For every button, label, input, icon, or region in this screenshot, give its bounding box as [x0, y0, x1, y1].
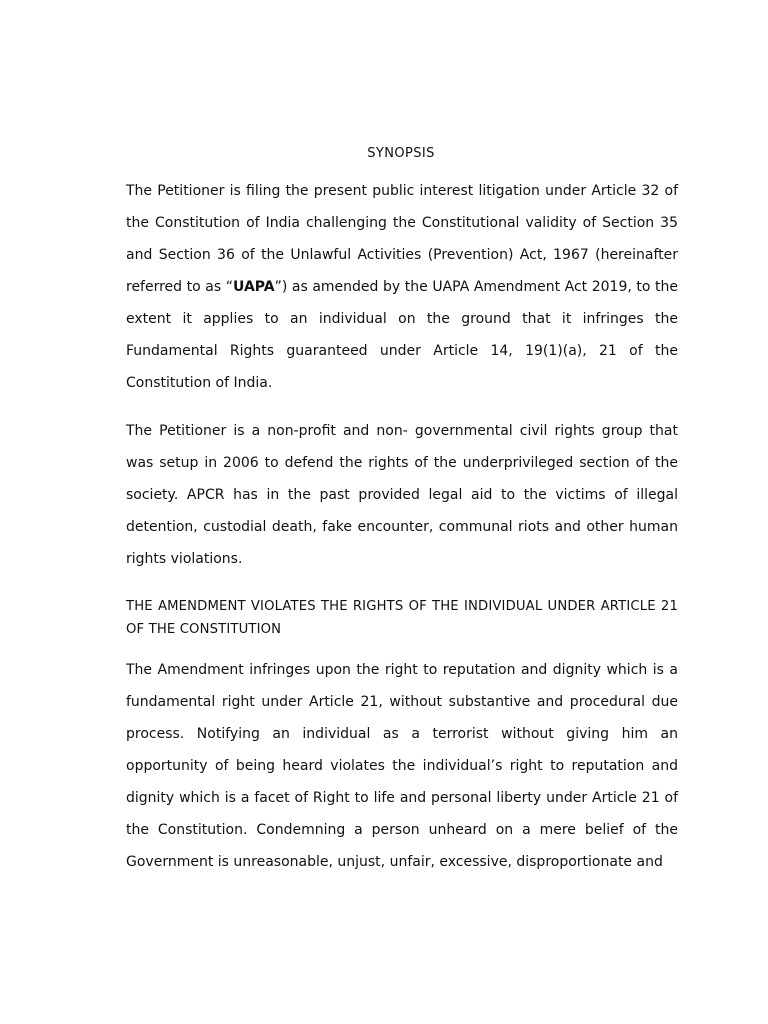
uapa-abbreviation: UAPA — [233, 279, 275, 295]
paragraph-amendment: The Amendment infringes upon the right to reputation and dignity which is a fundamental right under Article 21, without substantive and procedural due process. Notifying an individual as a terrorist without giving him an opportunity of being heard violates the individual’s right to reputation and dignity which is a facet of Right to life and personal liberty under Article 21 of the Constitution. Condemning a person unheard on a mere belief of the Government is unreasonable, unjust, unfair, excessive, disproportionate and — [126, 662, 678, 870]
page-title: SYNOPSIS — [367, 146, 435, 161]
paragraph-intro-text-start: The Petitioner is filing the present public interest litigation under Article 32 of the Constitution of India challenging the Constitutional validity of Section 35 and Section 36 of the Unlawful Activities (Prevention) Act, 1967 (hereinafter referred to as “ — [126, 183, 678, 295]
paragraph-petitioner: The Petitioner is a non-profit and non- governmental civil rights group that was setup in 2006 to defend the rights of the underprivileged section of the society. APCR has in the past provided legal aid to the victims of illegal detention, custodial death, fake encounter, communal riots and other human rights violations. — [126, 423, 678, 567]
paragraph-intro — [126, 175, 678, 399]
section-heading: THE AMENDMENT VIOLATES THE RIGHTS OF THE INDIVIDUAL UNDER ARTICLE 21 OF THE CONSTITUTION — [126, 599, 678, 637]
paragraph-intro-text-end: ”) as amended by the UAPA Amendment Act 2019, to the extent it applies to an individual on the ground that it infringes the Fundamental Rights guaranteed under Article 14, 19(1)(a), 21 of the Constitution of India. — [126, 279, 679, 391]
